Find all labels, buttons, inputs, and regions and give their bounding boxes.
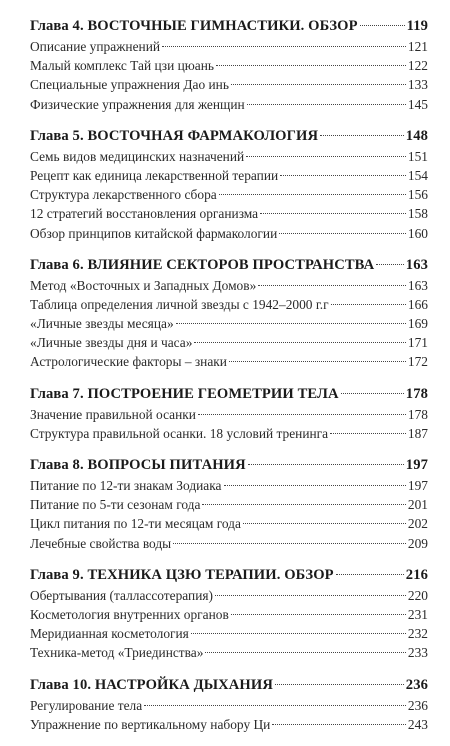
toc-entry (30, 424, 428, 443)
toc-entry (30, 605, 428, 624)
entry-title: Регулирование тела (30, 697, 143, 713)
page-number: 163 (405, 256, 428, 273)
entry-title: «Личные звезды дня и часа» (30, 335, 193, 351)
toc-entry (30, 495, 428, 514)
page-number: 209 (407, 535, 428, 551)
dot-leader (173, 543, 406, 544)
page-number: 197 (407, 478, 428, 493)
toc-entry (30, 352, 428, 371)
chapter-block (30, 675, 428, 734)
page-number: 236 (405, 676, 428, 693)
dot-leader (248, 464, 404, 465)
dot-leader (229, 361, 406, 362)
entry-title: 12 стратегий восстановления организма (30, 206, 259, 222)
dot-leader (144, 705, 406, 706)
dot-leader (246, 156, 406, 157)
toc-entry (30, 405, 428, 424)
page-number: 236 (407, 697, 428, 713)
entry-title: Структура лекарственного сбора (30, 187, 217, 203)
dot-leader (247, 104, 406, 105)
entry-title: Рецепт как единица лекарственной терапии (30, 167, 279, 183)
chapter-heading (30, 565, 428, 586)
dot-leader (231, 614, 406, 615)
dot-leader (336, 574, 404, 575)
toc-entry (30, 147, 428, 166)
entry-title: Техника-метод «Триединства» (30, 645, 204, 661)
dot-leader (191, 633, 406, 634)
page-number: 172 (407, 354, 428, 370)
entry-title: Обзор принципов китайской фармакологии (30, 225, 278, 241)
dot-leader (331, 304, 406, 305)
dot-leader (376, 264, 404, 265)
chapter-block (30, 16, 428, 114)
dot-leader (243, 523, 406, 524)
chapter-title: Глава 9. ТЕХНИКА ЦЗЮ ТЕРАПИИ. ОБЗОР (30, 566, 334, 583)
page-number: 122 (407, 58, 428, 74)
toc-entry (30, 333, 428, 352)
dot-leader (162, 46, 406, 47)
page-number: 216 (405, 566, 428, 583)
chapter-block (30, 455, 428, 553)
entry-title: Цикл питания по 12-ти месяцам года (30, 516, 241, 532)
entry-title: Обертывания (таллассотерапия) (30, 587, 214, 603)
entry-title: Метод «Восточных и Западных Домов» (30, 277, 257, 293)
dot-leader (330, 433, 406, 434)
page-number: 171 (407, 335, 428, 351)
chapter-title: Глава 4. ВОСТОЧНЫЕ ГИМНАСТИКИ. ОБЗОР (30, 18, 358, 34)
toc-entry (30, 295, 428, 314)
page-number: 233 (407, 645, 428, 661)
toc-entry (30, 534, 428, 553)
entry-title: «Личные звезды месяца» (30, 316, 174, 332)
page-number: 243 (407, 716, 428, 732)
page-number: 220 (407, 587, 428, 603)
toc-entry (30, 75, 428, 94)
entry-title: Астрологические факторы – знаки (30, 354, 227, 370)
dot-leader (219, 194, 406, 195)
dot-leader (272, 724, 406, 725)
page-number: 231 (407, 606, 428, 622)
page-number: 145 (407, 96, 428, 112)
dot-leader (176, 323, 406, 324)
entry-title: Питание по 5-ти сезонам года (30, 497, 201, 513)
page-number: 202 (407, 516, 428, 532)
toc-entry (30, 56, 428, 75)
chapter-heading (30, 675, 428, 696)
page-number: 156 (407, 187, 428, 203)
page-number: 178 (407, 406, 428, 422)
toc-entry (30, 224, 428, 243)
dot-leader (320, 135, 404, 136)
chapter-title: Глава 5. ВОСТОЧНАЯ ФАРМАКОЛОГИЯ (30, 127, 319, 144)
entry-title: Меридианная косметология (30, 626, 189, 642)
chapter-heading (30, 16, 428, 37)
dot-leader (202, 504, 405, 505)
toc-entry (30, 624, 428, 643)
page-number: 160 (407, 225, 428, 241)
dot-leader (360, 25, 405, 26)
toc-entry (30, 276, 428, 295)
page-number: 121 (407, 39, 428, 54)
chapter-block (30, 255, 428, 372)
page-number: 232 (407, 626, 428, 642)
chapter-heading (30, 255, 428, 276)
page-number: 151 (407, 148, 428, 164)
page-number: 158 (407, 206, 428, 222)
table-of-contents (30, 16, 428, 746)
page-number: 197 (405, 457, 428, 473)
dot-leader (258, 285, 406, 286)
dot-leader (205, 652, 405, 653)
page-number: 119 (406, 18, 428, 34)
toc-entry (30, 586, 428, 605)
entry-title: Структура правильной осанки. 18 условий тренинга (30, 425, 329, 441)
toc-entry (30, 696, 428, 715)
dot-leader (279, 233, 406, 234)
page-number: 169 (407, 316, 428, 332)
page-number: 166 (407, 296, 428, 312)
page-number: 187 (407, 425, 428, 441)
toc-entry (30, 643, 428, 662)
dot-leader (260, 213, 406, 214)
toc-entry (30, 715, 428, 734)
entry-title: Питание по 12-ти знакам Зодиака (30, 478, 222, 493)
chapter-heading (30, 126, 428, 147)
dot-leader (216, 65, 406, 66)
entry-title: Лечебные свойства воды (30, 535, 172, 551)
page-number: 163 (407, 277, 428, 293)
chapter-title: Глава 6. ВЛИЯНИЕ СЕКТОРОВ ПРОСТРАНСТВА (30, 256, 375, 273)
chapter-title: Глава 10. НАСТРОЙКА ДЫХАНИЯ (30, 676, 273, 693)
toc-entry (30, 166, 428, 185)
toc-entry (30, 514, 428, 533)
page-number: 178 (405, 385, 428, 402)
entry-title: Таблица определения личной звезды с 1942–2000 г.г (30, 296, 329, 312)
toc-entry (30, 185, 428, 204)
entry-title: Физические упражнения для женщин (30, 96, 245, 112)
chapter-heading (30, 384, 428, 405)
chapter-block (30, 565, 428, 663)
dot-leader (198, 414, 406, 415)
toc-entry (30, 476, 428, 495)
entry-title: Значение правильной осанки (30, 406, 196, 422)
entry-title: Косметология внутренних органов (30, 606, 229, 622)
entry-title: Специальные упражнения Дао инь (30, 77, 229, 93)
chapter-block (30, 384, 428, 443)
toc-entry (30, 95, 428, 114)
chapter-heading (30, 455, 428, 476)
dot-leader (215, 595, 406, 596)
dot-leader (341, 393, 404, 394)
chapter-block (30, 126, 428, 243)
dot-leader (194, 342, 406, 343)
entry-title: Описание упражнений (30, 39, 161, 54)
entry-title: Малый комплекс Тай цзи цюань (30, 58, 214, 74)
entry-title: Упражнение по вертикальному набору Ци (30, 716, 271, 732)
page-number: 148 (405, 127, 428, 144)
chapter-title: Глава 7. ПОСТРОЕНИЕ ГЕОМЕТРИИ ТЕЛА (30, 385, 339, 402)
chapter-title: Глава 8. ВОПРОСЫ ПИТАНИЯ (30, 457, 246, 473)
page-number: 201 (407, 497, 428, 513)
entry-title: Семь видов медицинских назначений (30, 148, 245, 164)
page-number: 154 (407, 167, 428, 183)
dot-leader (224, 485, 406, 486)
dot-leader (280, 175, 406, 176)
dot-leader (275, 684, 404, 685)
dot-leader (231, 84, 406, 85)
page-number: 133 (407, 77, 428, 93)
toc-entry (30, 314, 428, 333)
toc-entry (30, 204, 428, 223)
toc-entry (30, 37, 428, 56)
